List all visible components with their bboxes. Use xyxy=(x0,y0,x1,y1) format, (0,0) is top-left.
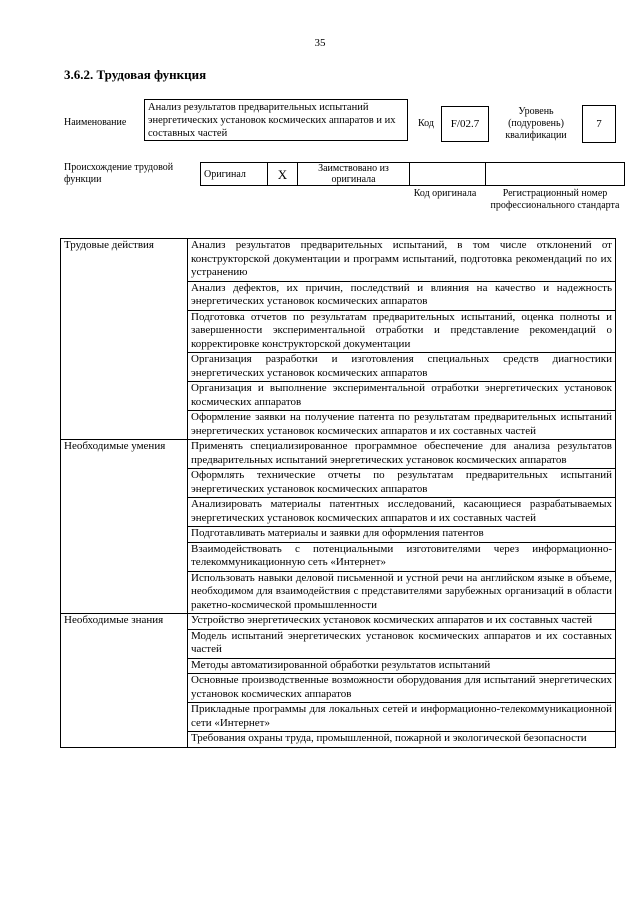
original-label: Оригинал xyxy=(201,163,268,186)
table-row xyxy=(61,440,616,469)
requirement-item: Оформление заявки на получение патента по результатам предварительных испытаний энергетических установок космических аппаратов и их составных частей xyxy=(188,411,616,440)
requirement-item: Организация разработки и изготовления специальных средств диагностики энергетических установок космических аппаратов xyxy=(188,353,616,382)
requirement-item: Устройство энергетических установок космических аппаратов и их составных частей xyxy=(188,614,616,630)
requirement-item: Использовать навыки деловой письменной и устной речи на английском языке в объеме, необходимом для взаимодействия с представителями зарубежных организаций в области ракетно-космической промышленности xyxy=(188,571,616,614)
section-title: 3.6.2. Трудовая функция xyxy=(64,67,207,82)
code-label: Код xyxy=(418,118,434,129)
requirement-item: Основные производственные возможности оборудования для испытаний энергетических установок космических аппаратов xyxy=(188,674,616,703)
requirement-item: Требования охраны труда, промышленной, пожарной и экологической безопасности xyxy=(188,732,616,748)
requirements-table xyxy=(60,238,616,748)
code-caption: Код оригинала xyxy=(413,188,477,199)
requirement-item: Методы автоматизированной обработки результатов испытаний xyxy=(188,658,616,674)
reg-number-cell xyxy=(486,163,625,186)
code-value-box: F/02.7 xyxy=(441,106,489,142)
requirement-item: Модель испытаний энергетических установок космических аппаратов и их составных частей xyxy=(188,629,616,658)
function-name-box: Анализ результатов предварительных испытаний энергетических установок космических аппаратов и их составных частей xyxy=(144,99,408,141)
name-label: Наименование xyxy=(64,117,127,128)
table-row xyxy=(61,614,616,630)
requirement-item: Подготовка отчетов по результатам предварительных испытаний, оценка полноты и завершенности экспериментальной отработки и представление рекомендаций о корректировке конструкторской документации xyxy=(188,310,616,353)
page-number: 35 xyxy=(314,37,326,49)
section-heading: Трудовые действия xyxy=(61,239,188,440)
requirement-item: Организация и выполнение экспериментальной отработки энергетических установок космических аппаратов xyxy=(188,382,616,411)
origin-table xyxy=(200,162,625,186)
original-mark: X xyxy=(268,163,298,186)
requirement-item: Прикладные программы для локальных сетей и информационно-телекоммуникационной сети «Интернет» xyxy=(188,703,616,732)
reg-number-caption: Регистрационный номер профессионального стандарта xyxy=(490,188,620,211)
section-heading: Необходимые знания xyxy=(61,614,188,748)
original-code-cell xyxy=(410,163,486,186)
table-row xyxy=(61,239,616,282)
requirement-item: Подготавливать материалы и заявки для оформления патентов xyxy=(188,527,616,543)
level-label: Уровень (подуровень) квалификации xyxy=(505,106,567,141)
origin-label: Происхождение трудовой функции xyxy=(64,162,174,185)
requirement-item: Анализ результатов предварительных испытаний, в том числе отклонений от конструкторской документации и программ испытаний, подготовка рекомендаций по их устранению xyxy=(188,239,616,282)
requirement-item: Анализ дефектов, их причин, последствий и влияния на качество и надежность энергетических установок космических аппаратов xyxy=(188,281,616,310)
requirement-item: Применять специализированное программное обеспечение для анализа результатов предварительных испытаний энергетических установок космических аппаратов xyxy=(188,440,616,469)
requirement-item: Анализировать материалы патентных исследований, касающиеся разрабатываемых энергетических установок космических аппаратов и их составных частей xyxy=(188,498,616,527)
requirement-item: Взаимодействовать с потенциальными изготовителями через информационно-телекоммуникационную сеть «Интернет» xyxy=(188,542,616,571)
level-value-box: 7 xyxy=(582,105,616,143)
borrowed-label: Заимствовано из оригинала xyxy=(298,163,410,186)
requirement-item: Оформлять технические отчеты по результатам предварительных испытаний энергетических установок космических аппаратов xyxy=(188,469,616,498)
section-heading: Необходимые умения xyxy=(61,440,188,614)
